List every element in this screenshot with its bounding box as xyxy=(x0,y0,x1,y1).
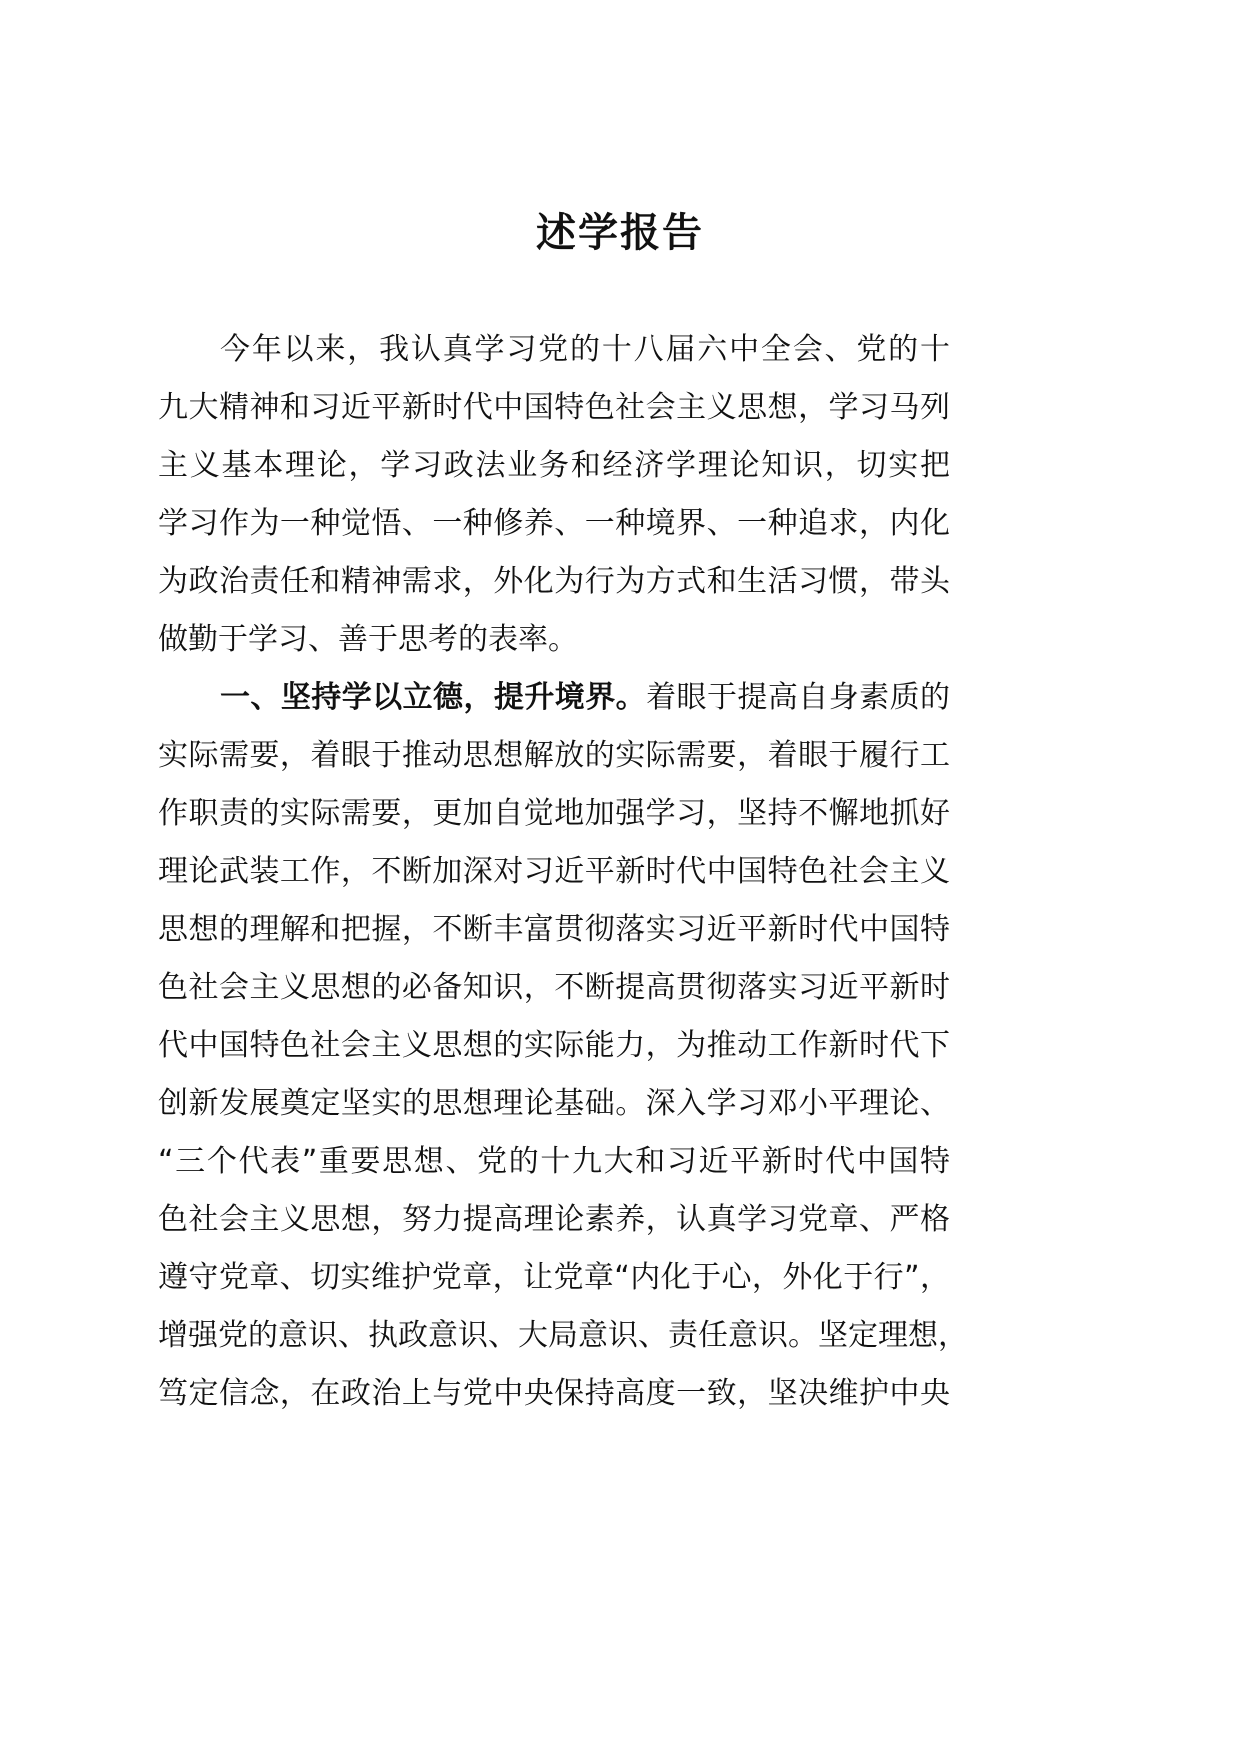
text-line: 为政治责任和精神需求，外化为行为方式和生活习惯，带头 xyxy=(158,564,950,599)
document-body xyxy=(158,321,968,1423)
text-line: “三个代表”重要思想、党的十九大和习近平新时代中国特 xyxy=(158,1144,950,1179)
paragraph-intro xyxy=(158,321,950,669)
text-line: 代中国特色社会主义思想的实际能力，为推动工作新时代下 xyxy=(158,1028,950,1063)
text-line: 创新发展奠定坚实的思想理论基础。深入学习邓小平理论、 xyxy=(158,1086,950,1121)
section-heading: 一、坚持学以立德，提升境界。 xyxy=(220,680,647,715)
text-line: 理论武装工作，不断加深对习近平新时代中国特色社会主义 xyxy=(158,854,950,889)
text-line: 九大精神和习近平新时代中国特色社会主义思想，学习马列 xyxy=(158,390,950,425)
text-line: 做勤于学习、善于思考的表率。 xyxy=(158,622,578,657)
text-line: 增强党的意识、执政意识、大局意识、责任意识。坚定理想， xyxy=(158,1318,968,1353)
text-line xyxy=(158,669,950,727)
paragraph-section-1 xyxy=(158,669,968,1423)
text-line: 作职责的实际需要，更加自觉地加强学习，坚持不懈地抓好 xyxy=(158,796,950,831)
text-line: 学习作为一种觉悟、一种修养、一种境界、一种追求，内化 xyxy=(158,506,950,541)
text-line: 色社会主义思想，努力提高理论素养，认真学习党章、严格 xyxy=(158,1202,950,1237)
text-line: 思想的理解和把握，不断丰富贯彻落实习近平新时代中国特 xyxy=(158,912,950,947)
text-line: 色社会主义思想的必备知识，不断提高贯彻落实习近平新时 xyxy=(158,970,950,1005)
document-title: 述学报告 xyxy=(536,210,704,256)
text-line: 遵守党章、切实维护党章，让党章“内化于心，外化于行”， xyxy=(158,1260,950,1295)
text-line: 笃定信念，在政治上与党中央保持高度一致，坚决维护中央 xyxy=(158,1376,950,1411)
text-line: 今年以来，我认真学习党的十八届六中全会、党的十 xyxy=(220,332,950,367)
text-line: 主义基本理论，学习政法业务和经济学理论知识，切实把 xyxy=(158,448,950,483)
text-line: 实际需要，着眼于推动思想解放的实际需要，着眼于履行工 xyxy=(158,738,950,773)
text-span: 着眼于提高自身素质的 xyxy=(646,680,951,715)
